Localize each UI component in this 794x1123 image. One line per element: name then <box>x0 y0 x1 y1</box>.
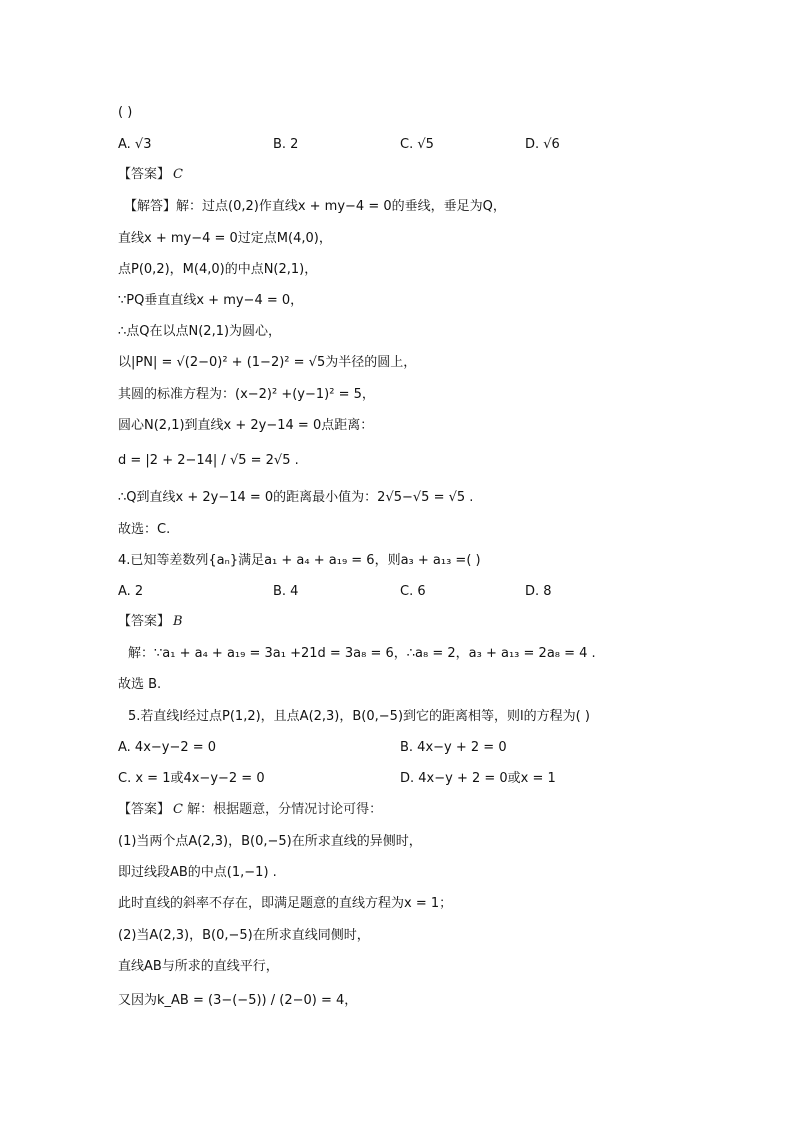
q4-answer <box>118 613 183 631</box>
q3-solution-line-8: 圆心N(2,1)到直线x + 2y−14 = 0点距离： <box>118 418 374 433</box>
q3-solution-line-9: d = |2 + 2−14| / √5 = 2√5 . <box>118 453 299 468</box>
q3-option-b: B. 2 <box>273 137 299 152</box>
q5-option-c: C. x = 1或4x−y−2 = 0 <box>118 771 265 786</box>
q5-option-d: D. 4x−y + 2 = 0或x = 1 <box>400 771 556 786</box>
q5-option-b: B. 4x−y + 2 = 0 <box>400 740 507 755</box>
answer-tail: 解：根据题意，分情况讨论可得： <box>182 802 383 817</box>
q5-solution-line-6: 又因为k_AB = (3−(−5)) / (2−0) = 4， <box>118 993 358 1008</box>
q5-solution-line-3: 此时直线的斜率不存在，即满足题意的直线方程为x = 1； <box>118 896 453 911</box>
q4-option-a: A. 2 <box>118 584 144 599</box>
answer-letter: B <box>173 614 183 629</box>
q5-option-a: A. 4x−y−2 = 0 <box>118 740 217 755</box>
q4-solution-line-2: 故选 B. <box>118 677 162 692</box>
q4-option-d: D. 8 <box>525 584 552 599</box>
q5-stem: 5.若直线l经过点P(1,2)，且点A(2,3)，B(0,−5)到它的距离相等，则l的方程为( ) <box>128 709 590 724</box>
q4-option-c: C. 6 <box>400 584 426 599</box>
q3-option-a: A. √3 <box>118 137 152 152</box>
q3-answer <box>118 166 183 184</box>
q4-option-b: B. 4 <box>273 584 299 599</box>
q3-solution-line-11: 故选：C. <box>118 522 171 537</box>
q5-solution-line-1: (1)当两个点A(2,3)，B(0,−5)在所求直线的异侧时， <box>118 834 422 849</box>
q4-solution-line-1: 解：∵a₁ + a₄ + a₁₉ = 3a₁ +21d = 3a₈ = 6，∴a₈ = 2，a₃ + a₁₃ = 2a₈ = 4 . <box>128 646 596 661</box>
q3-solution-line-3: 点P(0,2)，M(4,0)的中点N(2,1)， <box>118 262 318 277</box>
q3-solution-line-6: 以|PN| = √(2−0)² + (1−2)² = √5为半径的圆上， <box>118 355 417 370</box>
q5-answer <box>118 801 382 819</box>
q4-stem: 4.已知等差数列{aₙ}满足a₁ + a₄ + a₁₉ = 6，则a₃ + a₁₃ =( ) <box>118 553 481 568</box>
q3-solution-line-4: ∵PQ垂直直线x + my−4 = 0， <box>118 293 304 308</box>
q3-option-c: C. √5 <box>400 137 434 152</box>
answer-letter: C <box>173 802 183 817</box>
q3-solution-line-7: 其圆的标准方程为：(x−2)² +(y−1)² = 5， <box>118 387 375 402</box>
q5-solution-line-5: 直线AB与所求的直线平行， <box>118 959 279 974</box>
q3-solution-line-1: 【解答】解：过点(0,2)作直线x + my−4 = 0的垂线，垂足为Q， <box>124 199 506 214</box>
answer-label: 【答案】 <box>118 614 171 629</box>
q3-option-d: D. √6 <box>525 137 560 152</box>
q5-solution-line-4: (2)当A(2,3)，B(0,−5)在所求直线同侧时， <box>118 928 370 943</box>
q3-solution-line-2: 直线x + my−4 = 0过定点M(4,0)， <box>118 231 332 246</box>
q3-solution-line-5: ∴点Q在以点N(2,1)为圆心， <box>118 324 282 339</box>
q5-solution-line-2: 即过线段AB的中点(1,−1) . <box>118 865 277 880</box>
q3-stem-tail: ( ) <box>118 105 133 120</box>
answer-label: 【答案】 <box>118 802 171 817</box>
answer-letter: C <box>173 167 183 182</box>
answer-label: 【答案】 <box>118 167 171 182</box>
q3-solution-line-10: ∴Q到直线x + 2y−14 = 0的距离最小值为：2√5−√5 = √5 . <box>118 490 474 505</box>
